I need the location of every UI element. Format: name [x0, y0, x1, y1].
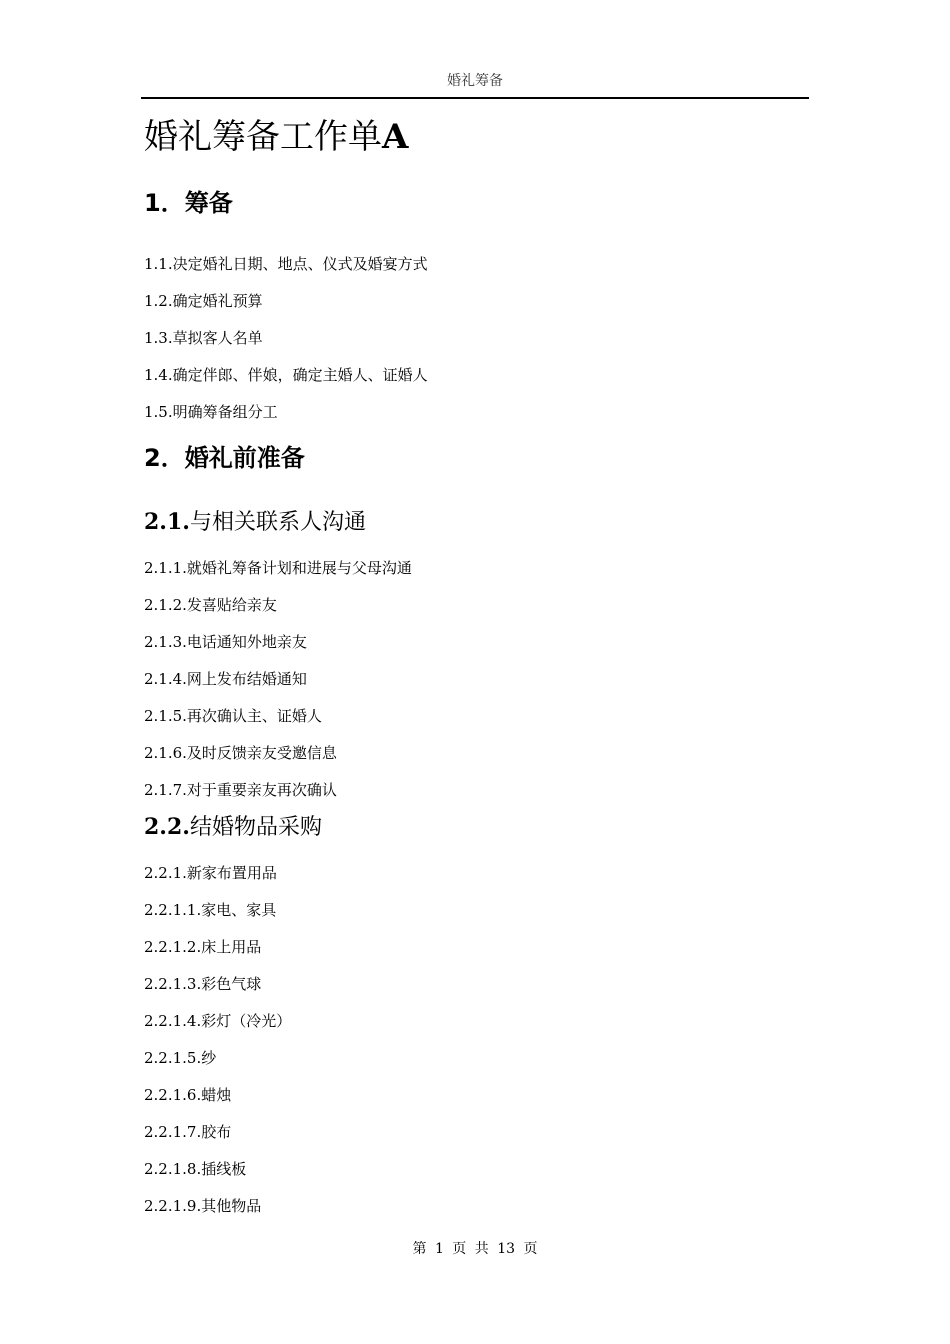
page-number-footer: 第 1 页 共 13 页 — [412, 1241, 538, 1257]
list-item: 2.2.1.5.纱 — [144, 1049, 217, 1067]
list-item: 2.1.4.网上发布结婚通知 — [144, 670, 307, 688]
list-item: 1.5.明确筹备组分工 — [144, 403, 278, 421]
header-divider — [141, 97, 809, 99]
subsection-number: 2.2. — [144, 814, 190, 840]
document-body — [144, 112, 808, 1218]
subsection-heading-contacts — [144, 505, 808, 539]
list-item: 1.4.确定伴郎、伴娘，确定主婚人、证婚人 — [144, 366, 428, 384]
list-item: 2.1.1.就婚礼筹备计划和进展与父母沟通 — [144, 559, 412, 577]
document-title — [144, 112, 808, 162]
list-item: 2.1.7.对于重要亲友再次确认 — [144, 781, 337, 799]
list-item: 2.2.1.4.彩灯（冷光） — [144, 1012, 292, 1030]
section-heading-preparation: 1．筹备 — [144, 189, 233, 217]
list-item: 2.1.5.再次确认主、证婚人 — [144, 707, 322, 725]
subsection-heading-purchasing — [144, 810, 808, 844]
list-item: 2.2.1.9.其他物品 — [144, 1197, 262, 1215]
list-item: 2.2.1.8.插线板 — [144, 1160, 247, 1178]
list-item: 2.1.2.发喜贴给亲友 — [144, 596, 277, 614]
list-item: 2.2.1.1.家电、家具 — [144, 901, 277, 919]
list-item: 2.1.6.及时反馈亲友受邀信息 — [144, 744, 337, 762]
list-item: 2.2.1.2.床上用品 — [144, 938, 262, 956]
subsection-title: 与相关联系人沟通 — [189, 510, 366, 535]
list-item: 2.2.1.3.彩色气球 — [144, 975, 262, 993]
list-item: 2.1.3.电话通知外地亲友 — [144, 633, 307, 651]
running-header: 婚礼筹备 — [447, 73, 503, 89]
title-suffix: A — [382, 117, 409, 157]
list-item: 1.3.草拟客人名单 — [144, 329, 263, 347]
subsection-number: 2.1. — [144, 509, 190, 535]
section-preparation-list — [144, 252, 808, 424]
list-item: 2.2.1.新家布置用品 — [144, 864, 277, 882]
list-item: 1.2.确定婚礼预算 — [144, 292, 263, 310]
subsection-contacts-list — [144, 556, 808, 802]
list-item: 1.1.决定婚礼日期、地点、仪式及婚宴方式 — [144, 255, 428, 273]
list-item: 2.2.1.7.胶布 — [144, 1123, 232, 1141]
list-item: 2.2.1.6.蜡烛 — [144, 1086, 232, 1104]
subsection-title: 结婚物品采购 — [189, 815, 322, 840]
subsection-purchasing-list — [144, 861, 808, 1218]
title-main: 婚礼筹备工作单 — [144, 117, 382, 157]
section-heading-pre-wedding: 2．婚礼前准备 — [144, 444, 305, 472]
